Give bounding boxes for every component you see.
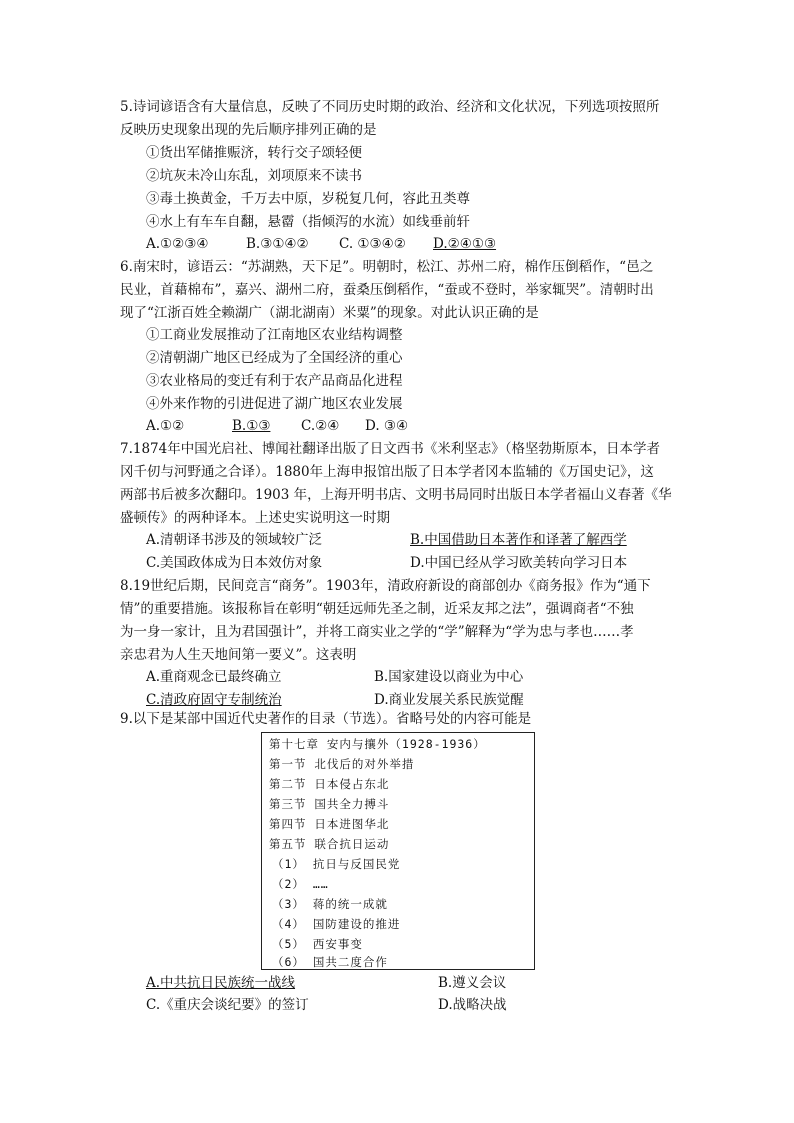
q7-stem-line-3: 两部书后被多次翻印。1903 年，上海开明书店、文明书局同时出版日本学者福山义春著《华: [120, 487, 672, 503]
q5-item-2: ②坑灰未冷山东乱，刘项原来不读书: [146, 168, 362, 184]
q8-option-b[interactable]: B.国家建设以商业为中心: [374, 669, 524, 685]
q5-option-c[interactable]: C. ①③④②: [339, 236, 406, 252]
q8-stem-line-4: 亲忠君为人生天地间第一要义”。这表明: [120, 647, 357, 663]
q5-option-a[interactable]: A.①②③④: [146, 236, 209, 252]
q6-stem-line-2: 民业，首藉棉布”，嘉兴、湖州二府，蚕桑压倒稻作，“蚕或不登时，举家辄哭”。清朝时出: [120, 282, 654, 298]
toc-subsection-4: （4） 国防建设的推进: [272, 917, 401, 931]
q9-option-b[interactable]: B.遵义会议: [438, 975, 507, 991]
q6-option-b[interactable]: B.①③: [232, 418, 271, 434]
q5-option-d[interactable]: D.②④①③: [433, 236, 497, 252]
q7-stem-line-4: 盛顿传》的两种译本。上述史实说明这一时期: [120, 510, 390, 526]
q9-stem: 9.以下是某部中国近代史著作的目录（节选）。省略号处的内容可能是: [120, 711, 532, 727]
q9-option-c[interactable]: C.《重庆会谈纪要》的签订: [146, 997, 309, 1013]
q6-item-4: ④外来作物的引进促进了湖广地区农业发展: [146, 396, 403, 412]
q5-stem-line-1: 5.诗词谚语含有大量信息，反映了不同历史时期的政治、经济和文化状况，下列选项按照所: [120, 99, 660, 115]
q6-stem-line-3: 现了“江浙百姓全赖湖广（湖北湖南）米粟”的现象。对此认识正确的是: [120, 305, 539, 321]
q8-option-a[interactable]: A.重商观念已最终确立: [146, 669, 282, 685]
q6-item-3: ③农业格局的变迁有利于农产品商品化进程: [146, 373, 403, 389]
q7-stem-line-1: 7.1874年中国光启社、博闻社翻译出版了日文西书《米利坚志》（格坚勃斯原本，日本学者: [120, 441, 660, 457]
q6-option-a[interactable]: A.①②: [146, 418, 185, 434]
toc-subsection-6: （6） 国共二度合作: [272, 955, 388, 969]
q5-item-3: ③毒土换黄金，千万去中原，岁税复几何，容此丑类尊: [146, 191, 470, 207]
toc-section-1: 第一节 北伐后的对外举措: [269, 757, 415, 771]
table-of-contents-box: [261, 732, 535, 970]
toc-subsection-5: （5） 西安事变: [272, 937, 363, 951]
toc-section-2: 第二节 日本侵占东北: [269, 777, 390, 791]
q7-stem-line-2: 冈千仞与河野通之合译）。1880年上海申报馆出版了日本学者冈本监辅的《万国史记》，这: [120, 464, 654, 480]
q5-item-4: ④水上有车车自翻，悬霤（指倾泻的水流）如线垂前轩: [146, 214, 470, 230]
q6-option-c[interactable]: C.②④: [301, 418, 340, 434]
q9-option-d[interactable]: D.战略决战: [438, 997, 507, 1013]
q5-option-b[interactable]: B.③①④②: [246, 236, 309, 252]
q6-item-1: ①工商业发展推动了江南地区农业结构调整: [146, 327, 403, 343]
toc-section-3: 第三节 国共全力搏斗: [269, 797, 390, 811]
q9-option-a[interactable]: A.中共抗日民族统一战线: [146, 975, 296, 991]
toc-chapter-heading: 第十七章 安内与攘外（1928-1936）: [269, 737, 486, 751]
q7-option-c[interactable]: C.美国政体成为日本效仿对象: [146, 555, 323, 571]
q8-option-d[interactable]: D.商业发展关系民族觉醒: [374, 692, 524, 708]
q5-item-1: ①货出军储推赈济，转行交子颂轻便: [146, 145, 362, 161]
toc-section-4: 第四节 日本进图华北: [269, 817, 390, 831]
q6-item-2: ②清朝湖广地区已经成为了全国经济的重心: [146, 350, 403, 366]
q8-option-c[interactable]: C.清政府固守专制统治: [146, 692, 282, 708]
q7-option-b[interactable]: B.中国借助日本著作和译著了解西学: [410, 532, 627, 548]
q6-option-d[interactable]: D. ③④: [365, 418, 409, 434]
q8-stem-line-2: 情”的重要措施。该报称旨在彰明“朝廷远师先圣之制，近采友邦之法”，强调商者“不独: [120, 601, 634, 617]
toc-section-5: 第五节 联合抗日运动: [269, 837, 390, 851]
q8-stem-line-3: 为一身一家计，且为君国强计”，并将工商实业之学的“学”解释为“学为忠与孝也……孝: [120, 624, 634, 640]
q6-stem-line-1: 6.南宋时，谚语云：“苏湖熟，天下足”。明朝时，松江、苏州二府，棉作压倒稻作，“邑之: [120, 259, 654, 275]
toc-subsection-2: （2） ……: [272, 877, 329, 891]
q8-stem-line-1: 8.19世纪后期，民间竞言“商务”。1903年，清政府新设的商部创办《商务报》作为“通下: [120, 578, 651, 594]
q7-option-d[interactable]: D.中国已经从学习欧美转向学习日本: [410, 555, 628, 571]
q7-option-a[interactable]: A.清朝译书涉及的领域较广泛: [146, 532, 323, 548]
toc-subsection-3: （3） 蒋的统一成就: [272, 897, 388, 911]
toc-subsection-1: （1） 抗日与反国民党: [272, 857, 401, 871]
q5-stem-line-2: 反映历史现象出现的先后顺序排列正确的是: [120, 122, 377, 138]
